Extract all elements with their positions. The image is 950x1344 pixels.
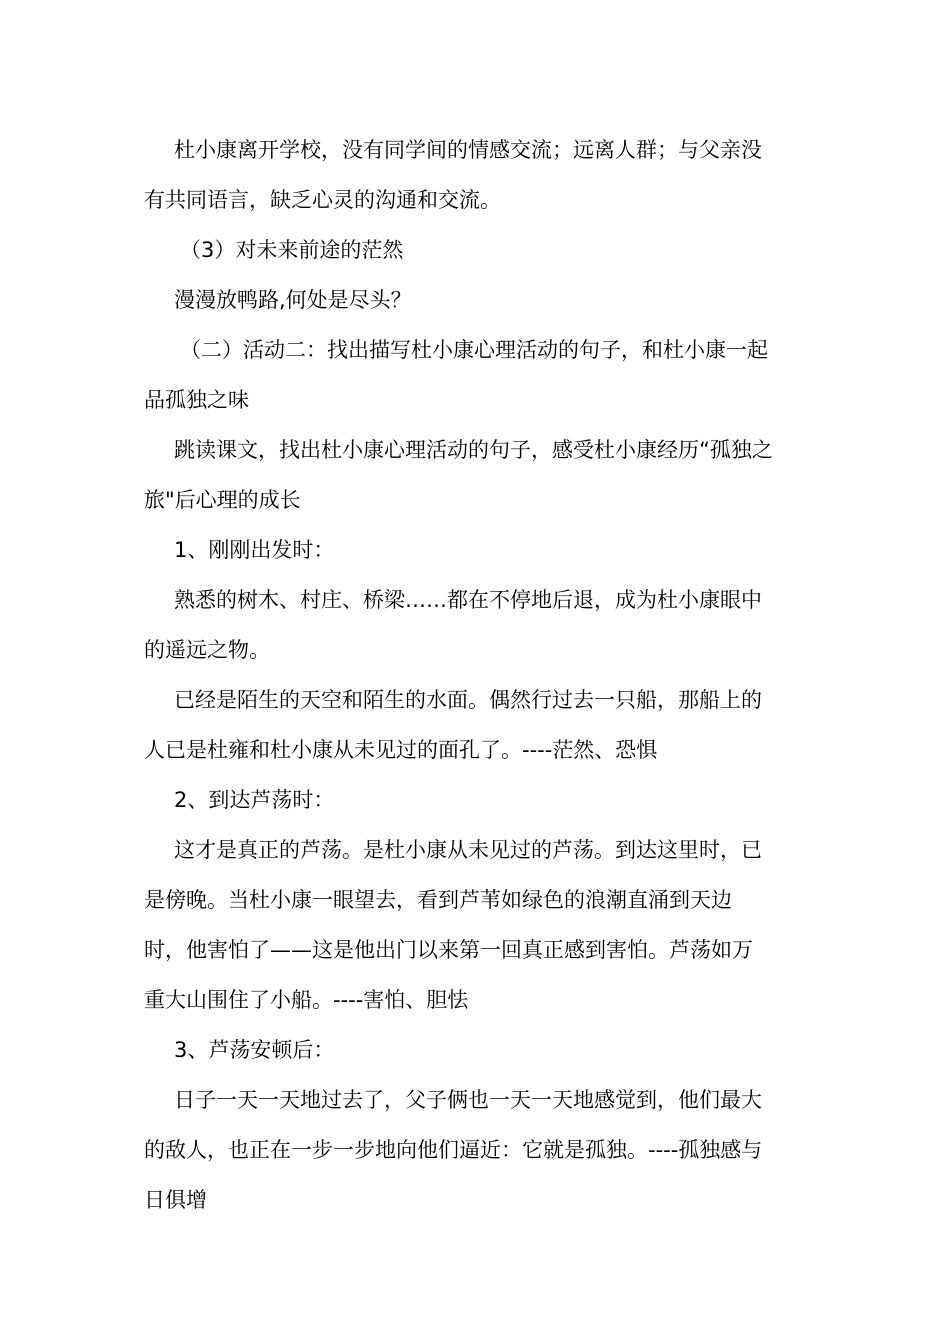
text-line: 跳读课文，找出杜小康心理活动的句子，感受杜小康经历“孤独之 xyxy=(174,438,773,462)
text-line: 熟悉的树木、村庄、桥梁……都在不停地后退，成为杜小康眼中 xyxy=(174,588,762,612)
text-line: 重大山围住了小船。----害怕、胆怯 xyxy=(144,988,469,1012)
text-line: 日子一天一天地过去了，父子俩也一天一天地感觉到，他们最大 xyxy=(174,1088,762,1112)
text-line: 已经是陌生的天空和陌生的水面。偶然行过去一只船，那船上的 xyxy=(174,688,762,712)
text-line: （二）活动二：找出描写杜小康心理活动的句子，和杜小康一起 xyxy=(180,338,768,362)
text-line: 2、到达芦荡时： xyxy=(174,788,335,812)
text-line: 时，他害怕了——这是他出门以来第一回真正感到害怕。芦荡如万 xyxy=(144,938,753,962)
document-page xyxy=(144,125,808,1225)
text-line: （3）对未来前途的茫然 xyxy=(180,238,404,262)
text-line: 人已是杜雍和杜小康从未见过的面孔了。----茫然、恐惧 xyxy=(144,738,658,762)
text-line: 的遥远之物。 xyxy=(144,638,270,662)
text-line: 3、芦荡安顿后： xyxy=(174,1038,335,1062)
text-line: 1、刚刚出发时： xyxy=(174,538,335,562)
text-line: 漫漫放鸭路,何处是尽头？ xyxy=(174,288,412,312)
text-line: 是傍晚。当杜小康一眼望去，看到芦苇如绿色的浪潮直涌到天边 xyxy=(144,888,732,912)
text-line: 日俱增 xyxy=(144,1188,207,1212)
text-line: 品孤独之味 xyxy=(144,388,249,412)
text-line: 旅"后心理的成长 xyxy=(144,488,301,512)
text-line: 杜小康离开学校，没有同学间的情感交流；远离人群；与父亲没 xyxy=(174,138,762,162)
text-line: 有共同语言，缺乏心灵的沟通和交流。 xyxy=(144,188,501,212)
text-line: 这才是真正的芦荡。是杜小康从未见过的芦荡。到达这里时，已 xyxy=(174,838,762,862)
text-line: 的敌人，也正在一步一步地向他们逼近：它就是孤独。----孤独感与 xyxy=(144,1138,763,1162)
